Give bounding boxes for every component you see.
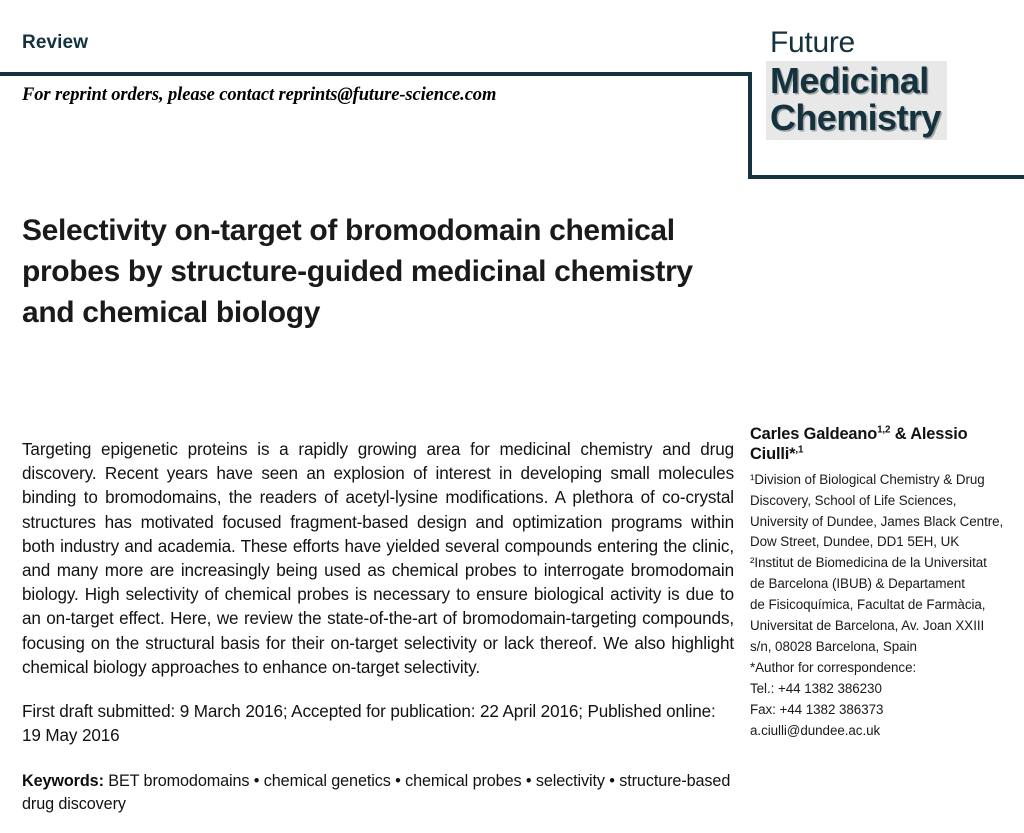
keywords [22, 770, 734, 816]
abstract-column [22, 421, 734, 833]
affiliation-line: Universitat de Barcelona, Av. Joan XXIII [750, 618, 985, 634]
author-column [750, 424, 1008, 741]
journal-logo [766, 28, 1016, 140]
author-names: Carles Galdeano$^{1,2}$ & Alessio Ciulli*$^{,1}$ [750, 424, 968, 464]
header-rule-vertical [748, 72, 752, 179]
publication-dates: First draft submitted: 9 March 2016; Accepted for publication: 22 April 2016; Published online: 19 May 2016 [22, 701, 716, 746]
affiliation-line: de Barcelona (IBUB) & Departament [750, 576, 965, 592]
journal-logo-future: Future [770, 26, 855, 59]
affiliation-line: s/n, 08028 Barcelona, Spain [750, 638, 917, 654]
keywords-list: BET bromodomains • chemical genetics • chemical probes • selectivity • structure-based drug discovery [22, 772, 731, 814]
journal-logo-chemistry: Chemistry [770, 96, 941, 138]
affiliation-line: ¹Division of Biological Chemistry & Drug [750, 471, 985, 487]
journal-logo-medicinal: Medicinal [770, 60, 929, 101]
affiliation-line: a.ciulli@dundee.ac.uk [750, 722, 881, 738]
keywords-label: Keywords: [22, 772, 104, 791]
section-label: Review [22, 32, 89, 53]
author-affiliations [750, 470, 1008, 742]
affiliation-line: Dow Street, Dundee, DD1 5EH, UK [750, 534, 960, 550]
header-rule-bottom [748, 175, 1024, 179]
abstract-text: Targeting epigenetic proteins is a rapidly growing area for medicinal chemistry and drug discovery. Recent years have seen an explosion of interest in developing small molecules binding to bromodomains, the readers of acetyl-lysine modifications. A plethora of co-crystal structures has motivated focused fragment-based design and optimization programs within both industry and academia. These efforts have yielded several compounds entering the clinic, and many more are increasingly being used as chemical probes to interrogate bromodomain biology. High selectivity of chemical probes is necessary to ensure biological activity is due to an on-target effect. Here, we review the state-of-the-art of bromodomain-targeting compounds, focusing on the structural basis for their on-target selectivity or lack thereof. We also highlight chemical biology approaches to enhance on-target selectivity. [22, 440, 734, 677]
journal-logo-block [766, 61, 947, 140]
header-rule-top [0, 72, 752, 76]
reprint-notice: For reprint orders, please contact reprints@future-science.com [22, 85, 497, 105]
article-title: Selectivity on-target of bromodomain chemical probes by structure-guided medicinal chemistry and chemical biology [22, 214, 693, 330]
affiliation-line: de Fisicoquímica, Facultat de Farmàcia, [750, 597, 986, 613]
affiliation-line: ²Institut de Biomedicina de la Universitat [750, 555, 987, 571]
affiliation-line: *Author for correspondence: [750, 659, 917, 675]
affiliation-line: Fax: +44 1382 386373 [750, 701, 884, 717]
affiliation-line: Tel.: +44 1382 386230 [750, 680, 882, 696]
affiliation-line: University of Dundee, James Black Centre, [750, 513, 1004, 529]
affiliation-line: Discovery, School of Life Sciences, [750, 492, 957, 508]
